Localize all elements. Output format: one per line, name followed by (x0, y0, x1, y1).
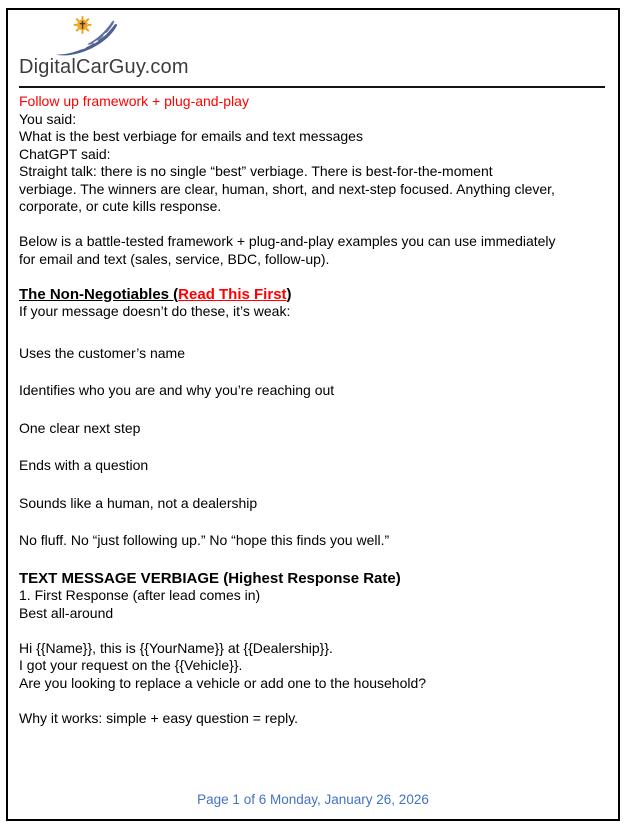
assistant-answer-line: Straight talk: there is no single “best” verbiage. There is best-for-the-moment (19, 163, 493, 179)
checklist-item: No fluff. No “just following up.” No “hope this finds you well.” (19, 532, 390, 548)
divider-rule (19, 86, 605, 88)
page-footer (8, 792, 618, 807)
page-number: Page 1 of 6 (197, 792, 267, 807)
spacer (19, 216, 605, 234)
text-verbiage-heading: TEXT MESSAGE VERBIAGE (Highest Response Rate) (19, 569, 401, 587)
user-message: What is the best verbiage for emails and text messages (19, 128, 363, 144)
you-said-label: You said: (19, 110, 77, 127)
spacer (19, 622, 605, 640)
checklist-item: One clear next step (19, 419, 141, 436)
heading-suffix: ) (286, 285, 292, 303)
doc-title: Follow up framework + plug-and-play (19, 93, 249, 109)
sun-with-cross-icon (74, 16, 92, 34)
heading-prefix: The Non-Negotiables ( (19, 285, 179, 303)
spacer (19, 692, 605, 710)
below-note-line: Below is a battle-tested framework + plug-and-play examples you can use immediately (19, 233, 556, 249)
sms-template-line: I got your request on the {{Vehicle}}. (19, 657, 243, 673)
why-it-works: Why it works: simple + easy question = reply. (19, 709, 299, 726)
non-negotiables-heading (19, 286, 605, 304)
checklist-item: Sounds like a human, not a dealership (19, 494, 258, 511)
sms-template-line: Hi {{Name}}, this is {{YourName}} at {{Dealership}}. (19, 639, 333, 656)
assistant-answer-line: corporate, or cute kills response. (19, 198, 222, 214)
checklist-item: Ends with a question (19, 457, 149, 473)
chatgpt-said-label: ChatGPT said: (19, 145, 111, 162)
logo (19, 15, 605, 79)
spacer (19, 268, 605, 286)
checklist (19, 345, 605, 550)
logo-text: DigitalCarGuy.com (19, 56, 189, 78)
footer-date: Monday, January 26, 2026 (269, 792, 429, 807)
below-note-line: for email and text (sales, service, BDC, follow-up). (19, 250, 330, 267)
checklist-item: Uses the customer’s name (19, 344, 185, 361)
sms-template-line: Are you looking to replace a vehicle or add one to the household? (19, 674, 427, 691)
verbiage-item-tag: Best all-around (19, 604, 114, 621)
non-negotiables-subtitle: If your message doesn’t do these, it’s weak: (19, 303, 291, 319)
document-page (6, 8, 620, 821)
heading-highlight: Read This First (178, 285, 287, 303)
logo-art (55, 15, 121, 59)
checklist-item: Identifies who you are and why you’re reaching out (19, 382, 335, 398)
verbiage-item-number: 1. First Response (after lead comes in) (19, 587, 261, 603)
assistant-answer-line: verbiage. The winners are clear, human, short, and next-step focused. Anything clever, (19, 180, 555, 197)
